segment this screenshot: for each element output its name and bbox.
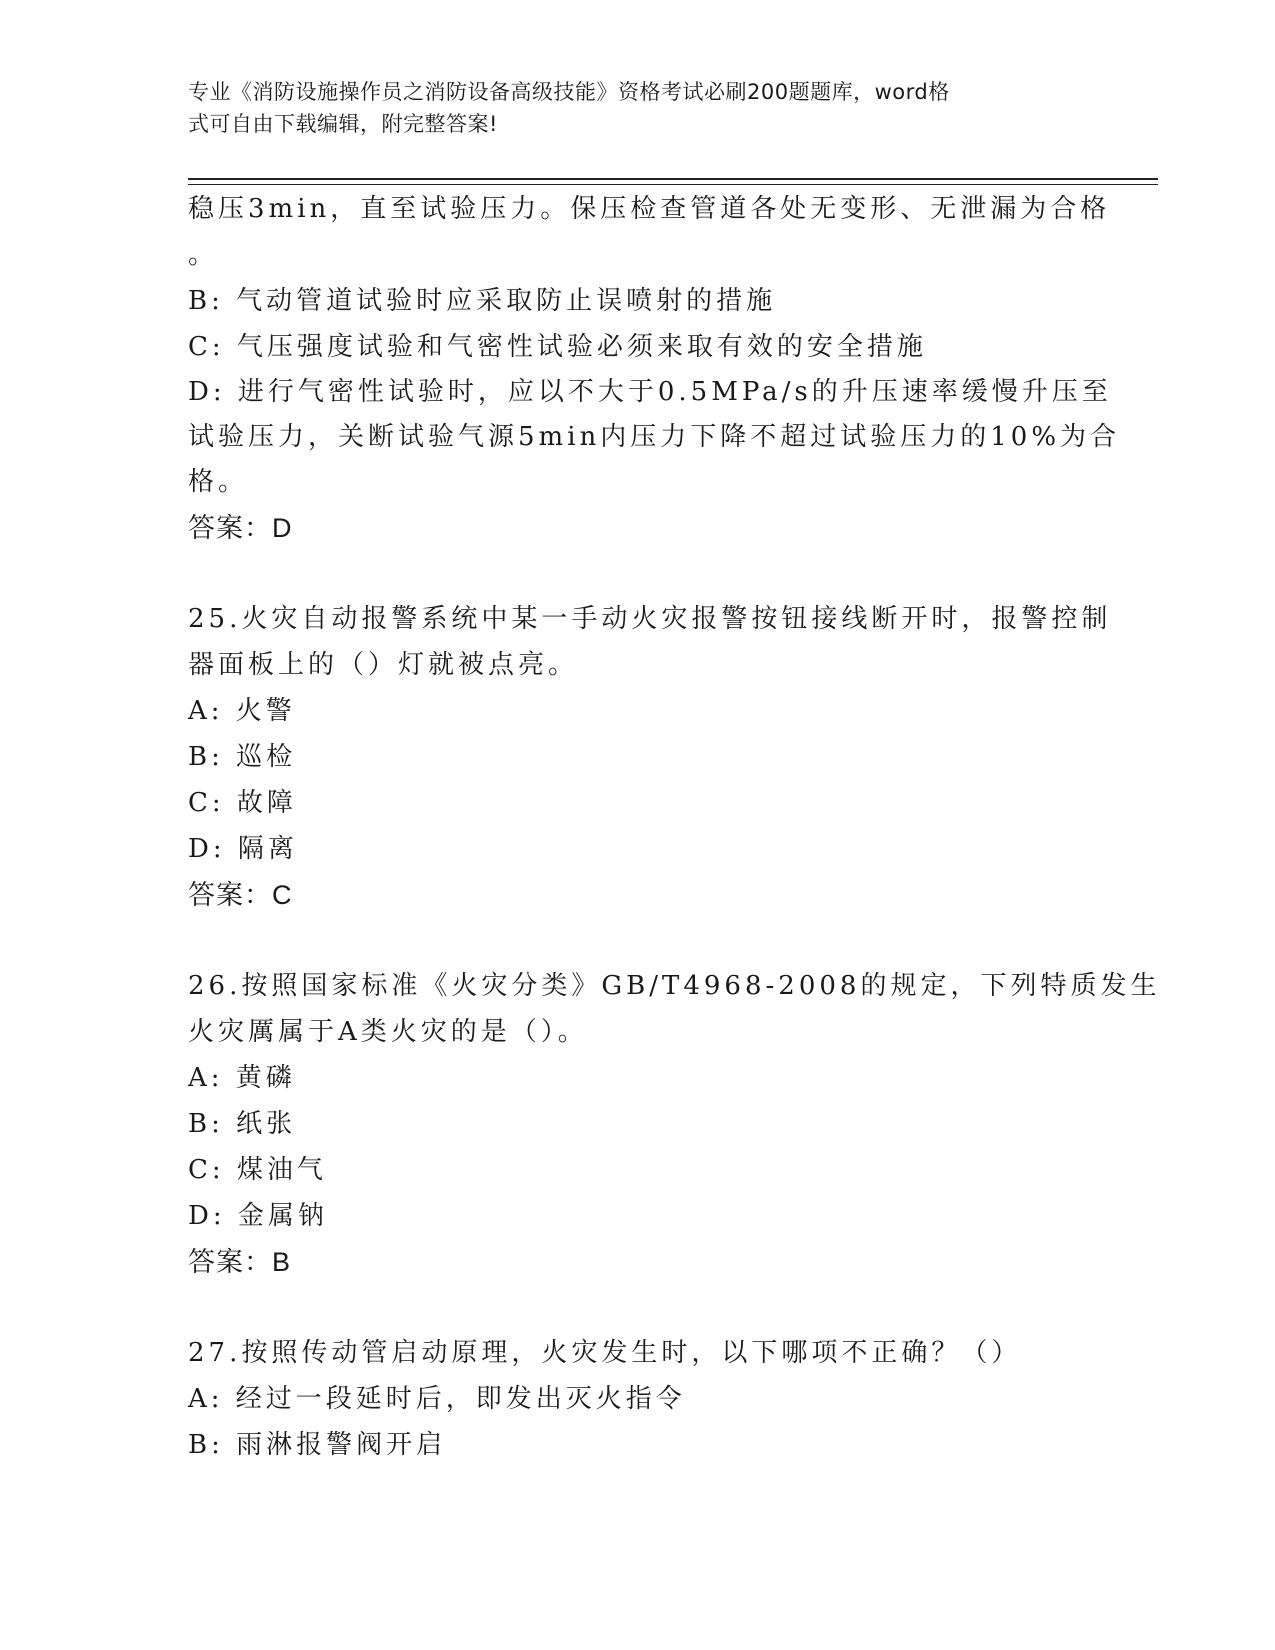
option-d: 格。 [188, 467, 249, 497]
question-stem: 火灾厲属于A类火灾的是（）。 [188, 1017, 588, 1047]
header-divider-thin [188, 184, 1158, 185]
option-d: D: 隔离 [188, 834, 298, 864]
option-a-continued: 稳压3min，直至试验压力。保压检查管道各处无变形、无泄漏为合格 [188, 194, 1111, 224]
header-divider [188, 178, 1158, 180]
question-27 [188, 1330, 1088, 1468]
option-d: D: 金属钠 [188, 1201, 328, 1231]
option-b: B: 巡检 [188, 742, 297, 772]
question-26 [188, 963, 1161, 1285]
question-stem: 器面板上的（）灯就被点亮。 [188, 650, 579, 680]
question-stem: 25.火灾自动报警系统中某一手动火灾报警按钮接线断开时，报警控制 [188, 604, 1112, 634]
answer-label: 答案：D [188, 513, 293, 543]
option-a: A: 经过一段延时后，即发出灭火指令 [188, 1384, 686, 1414]
option-d: D: 进行气密性试验时，应以不大于0.5MPa/s的升压速率缓慢升压至 [188, 377, 1112, 407]
header-line: 专业《消防设施操作员之消防设备高级技能》资格考试必刷200题题库，word格 [188, 80, 950, 104]
document-header [188, 76, 1068, 140]
option-c: C: 故障 [188, 788, 297, 818]
option-b: B: 纸张 [188, 1109, 297, 1139]
question-25 [188, 596, 1112, 918]
question-stem: 26.按照国家标准《火灾分类》GB/T4968-2008的规定，下列特质发生 [188, 971, 1161, 1001]
answer-label: 答案：B [188, 1247, 292, 1277]
option-b: B: 雨淋报警阀开启 [188, 1430, 447, 1460]
question-stem: 27.按照传动管启动原理，火灾发生时，以下哪项不正确？（） [188, 1338, 1022, 1368]
document-body [188, 186, 1161, 1468]
option-c: C: 气压强度试验和气密性试验必须来取有效的安全措施 [188, 332, 927, 362]
option-a-continued: 。 [188, 240, 219, 270]
answer-label: 答案：C [188, 880, 293, 910]
header-line: 式可自由下载编辑，附完整答案! [188, 112, 498, 136]
option-c: C: 煤油气 [188, 1155, 327, 1185]
option-a: A: 黄磷 [188, 1063, 296, 1093]
option-d: 试验压力，关断试验气源5min内压力下降不超过试验压力的10%为合 [188, 422, 1121, 452]
option-a: A: 火警 [188, 696, 296, 726]
option-b: B: 气动管道试验时应采取防止误喷射的措施 [188, 286, 777, 316]
question-24-continued [188, 186, 1121, 551]
